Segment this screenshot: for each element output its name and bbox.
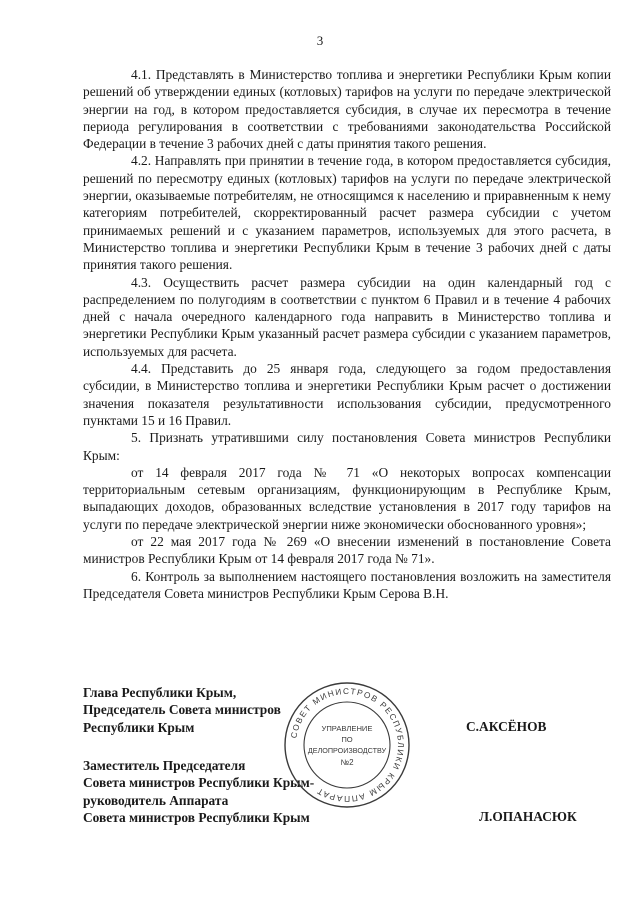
signer-title-2 bbox=[83, 757, 314, 827]
signer-title-line: Совета министров Республики Крым- bbox=[83, 775, 315, 791]
paragraph-5: 5. Признать утратившими силу постановления Совета министров Республики Крым: bbox=[83, 430, 611, 463]
signer-title-line: Республики Крым bbox=[83, 719, 195, 735]
signer-name-1: С.АКСЁНОВ bbox=[466, 719, 547, 734]
signer-title-line: руководитель Аппарата bbox=[83, 792, 229, 808]
paragraph-5-item-1: от 14 февраля 2017 года № 71 «О некоторых вопросах компенсации территориальным сетевым организациям, функционирующим в Республике Крым, выпадающих доходов, образованных вследствие установления в 2017 году тарифов на услуги по передаче электрической энергии ниже экономически обоснованного уровня»; bbox=[83, 464, 611, 532]
paragraph-4-3: 4.3. Осуществить расчет размера субсидии на один календарный год с распределением по полугодиям в соответствии с пунктом 6 Правил и в течение 4 рабочих дней с начала очередного календарного года направить в Министерство топлива и энергетики Республики Крым указанный расчет размера субсидии с указанием параметров, используемых для расчета. bbox=[83, 274, 611, 359]
signer-title-line: Совета министров Республики Крым bbox=[83, 810, 310, 826]
stamp-ring-text-path: СОВЕТ МИНИСТРОВ РЕСПУБЛИКИ КРЫМ АППАРАТ bbox=[288, 685, 407, 805]
paragraph-4-2: 4.2. Направлять при принятии в течение года, в котором предоставляется субсидия, решений по пересмотру единых (котловых) тарифов на услуги по передаче электрической энергии, оказываемые потребителям, не относящимся к населению и приравненным к нему категориям потребителей, скорректированный расчет размера субсидии с учетом принимаемых решений и с указанием параметров, используемых для этого расчета, в Министерство топлива и энергетики Республики Крым в течение 3 рабочих дней с даты принятия такого решения. bbox=[83, 153, 611, 273]
signer-title-1 bbox=[83, 684, 281, 736]
signer-title-line: Председатель Совета министров bbox=[83, 702, 281, 718]
stamp-center bbox=[308, 724, 387, 767]
stamp-inner-ring bbox=[304, 702, 390, 788]
office-stamp bbox=[283, 681, 411, 809]
stamp-center-line: ДЕЛОПРОИЗВОДСТВУ bbox=[307, 746, 387, 755]
document-body bbox=[83, 66, 611, 602]
signer-title-line: Заместитель Председателя bbox=[83, 758, 246, 773]
stamp-center-line: УПРАВЛЕНИЕ bbox=[321, 724, 373, 733]
stamp-center-line: №2 bbox=[340, 758, 354, 767]
paragraph-4-4: 4.4. Представить до 25 января года, следующего за годом предоставления субсидии, в Министерство топлива и энергетики Республики Крым расчет о достижении значения показателя результативности использования субсидии, предусмотренного пунктами 15 и 16 Правил. bbox=[83, 361, 611, 428]
stamp-center-line: ПО bbox=[341, 735, 353, 744]
page-number: 3 bbox=[316, 33, 324, 48]
paragraph-5-item-2: от 22 мая 2017 года № 269 «О внесении изменений в постановление Совета министров Республики Крым от 14 февраля 2017 года № 71». bbox=[83, 534, 611, 567]
paragraph-4-1: 4.1. Представлять в Министерство топлива и энергетики Республики Крым копии решений об утверждении единых (котловых) тарифов на услуги по передаче электрической энергии на год, в котором предоставляется субсидия, в случае их пересмотра в течение периода регулирования в соответствии с требованиями законодательства Российской Федерации в течение 3 рабочих дней с даты принятия такого решения. bbox=[83, 67, 611, 152]
paragraph-6: 6. Контроль за выполнением настоящего постановления возложить на заместителя Председателя Совета министров Республики Крым Серова В.Н. bbox=[83, 568, 611, 601]
stamp-ring-text bbox=[288, 686, 406, 804]
signer-name-2: Л.ОПАНАСЮК bbox=[479, 809, 577, 824]
signer-title-line: Глава Республики Крым, bbox=[83, 685, 237, 700]
